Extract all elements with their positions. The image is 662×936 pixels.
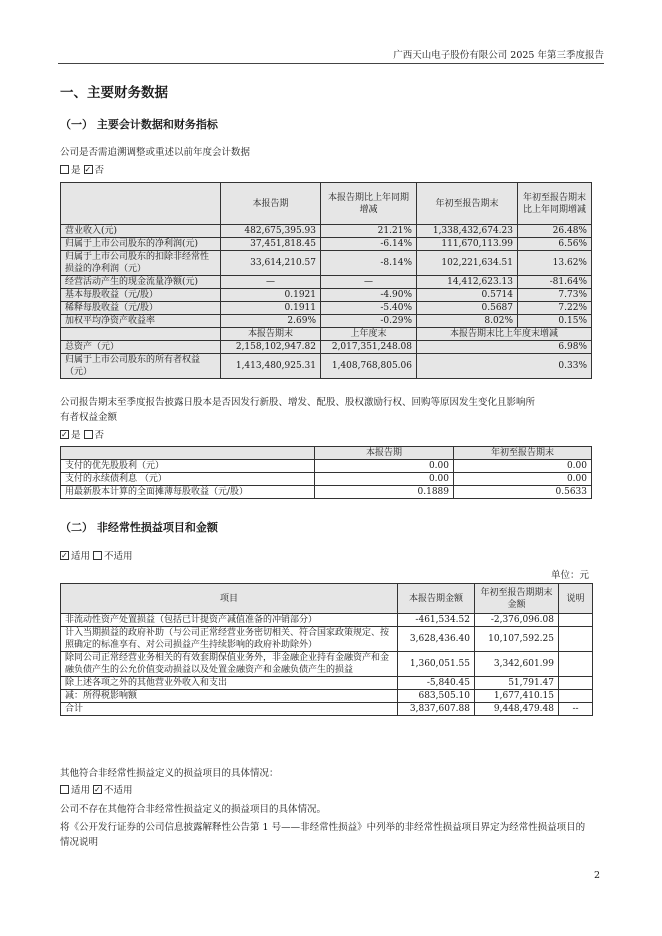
- row-label: 稀释每股收益（元/股）: [61, 302, 221, 315]
- table-header-cell: 本报告期末比上年度末增减: [417, 328, 592, 341]
- cell-value: —: [321, 276, 417, 289]
- row-label: 除上述各项之外的其他营业外收入和支出: [61, 677, 398, 690]
- cell-value: 1,677,410.15: [475, 690, 559, 703]
- table-row: [61, 473, 592, 486]
- table-header-cell: [61, 447, 315, 460]
- cell-value: 0.33%: [417, 354, 592, 379]
- cell-value: 0.1889: [315, 486, 454, 499]
- table-header-cell: 年初至报告期末: [417, 183, 518, 225]
- cell-value: -2,376,096.08: [475, 614, 559, 627]
- row-label: 基本每股收益（元/股）: [61, 289, 221, 302]
- cell-value: -461,534.52: [398, 614, 475, 627]
- row-label: 总资产（元）: [61, 341, 221, 354]
- table-header-cell: 本报告期末: [221, 328, 321, 341]
- applicable2-no-checkbox[interactable]: [93, 785, 102, 794]
- row-label: 营业收入(元): [61, 225, 221, 238]
- cell-value: 0.00: [315, 460, 454, 473]
- row-label: 计入当期损益的政府补助（与公司正常经营业务密切相关、符合国家政策规定、按照确定的标准享有、对公司损益产生持续影响的政府补助除外）: [61, 627, 398, 652]
- row-label: 归属于上市公司股东的所有者权益（元）: [61, 354, 221, 379]
- row-label: 减：所得税影响额: [61, 690, 398, 703]
- cell-value: -5.40%: [321, 302, 417, 315]
- cell-value: 2,158,102,947.82: [221, 341, 321, 354]
- cell-value: 0.15%: [518, 315, 592, 328]
- applicable2-yes-label: 适用: [71, 785, 91, 796]
- cell-value: 3,628,436.40: [398, 627, 475, 652]
- table-row: [61, 652, 593, 677]
- cell-value: 2.69%: [221, 315, 321, 328]
- cell-value: 1,408,768,805.06: [321, 354, 417, 379]
- applicable-no-label: 不适用: [104, 551, 133, 562]
- share-yes-checkbox[interactable]: [60, 430, 69, 439]
- non-recurring-items-table: [60, 583, 593, 716]
- table-header-cell: 说明: [559, 584, 593, 614]
- table-row: [61, 690, 593, 703]
- table-row: [61, 315, 592, 328]
- cell-value: 14,412,623.13: [417, 276, 518, 289]
- restate-yes-label: 是: [71, 165, 81, 176]
- cell-value: 7.73%: [518, 289, 592, 302]
- row-label: 加权平均净资产收益率: [61, 315, 221, 328]
- table-row: [61, 354, 592, 379]
- applicable-yes-checkbox[interactable]: [60, 551, 69, 560]
- cell-value: -8.14%: [321, 251, 417, 276]
- cell-value: 51,791.47: [475, 677, 559, 690]
- row-label: 经营活动产生的现金流量净额(元): [61, 276, 221, 289]
- table-row: [61, 627, 593, 652]
- restate-no-checkbox[interactable]: [84, 165, 93, 174]
- cell-note: [559, 627, 593, 652]
- row-label: 合计: [61, 703, 398, 716]
- cell-value: 3,342,601.99: [475, 652, 559, 677]
- row-label: 用最新股本计算的全面摊薄每股收益（元/股）: [61, 486, 315, 499]
- cell-value: -81.64%: [518, 276, 592, 289]
- cell-value: 8.02%: [417, 315, 518, 328]
- table-row: [61, 703, 593, 716]
- restate-question: 公司是否需追溯调整或重述以前年度会计数据: [60, 147, 251, 158]
- applicable2-yes-checkbox[interactable]: [60, 785, 69, 794]
- subsection-title-2: （二） 非经常性损益项目和金额: [60, 521, 218, 534]
- table-row: [61, 289, 592, 302]
- cell-value: 102,221,634.51: [417, 251, 518, 276]
- restate-yes-checkbox[interactable]: [60, 165, 69, 174]
- cell-value: 37,451,818.45: [221, 238, 321, 251]
- table-row: [61, 614, 593, 627]
- cell-value: 0.00: [315, 473, 454, 486]
- table-row: [61, 276, 592, 289]
- table-header-cell: 本报告期金额: [398, 584, 475, 614]
- table-subheader-row: [61, 328, 592, 341]
- other-items-text: 其他符合非经常性损益定义的损益项目的具体情况：: [60, 768, 279, 779]
- table-header-cell: 本报告期: [315, 447, 454, 460]
- share-yes-label: 是: [71, 430, 81, 441]
- cell-value: —: [221, 276, 321, 289]
- restate-no-label: 否: [94, 165, 105, 176]
- cell-note: [559, 690, 593, 703]
- applicable-options-2: [60, 783, 133, 798]
- table-row: [61, 225, 592, 238]
- table-row: [61, 460, 592, 473]
- row-label: 归属于上市公司股东的净利润(元): [61, 238, 221, 251]
- table-header-cell: 本报告期比上年同期增减: [321, 183, 417, 225]
- cell-value: 2,017,351,248.08: [321, 341, 417, 354]
- applicable-yes-label: 适用: [71, 551, 91, 562]
- subsection-title-1: （一） 主要会计数据和财务指标: [60, 118, 218, 131]
- header-divider: [58, 63, 604, 64]
- cell-note: [559, 677, 593, 690]
- cell-note: --: [559, 703, 593, 716]
- applicable-no-checkbox[interactable]: [93, 551, 102, 560]
- restate-options: [60, 163, 104, 178]
- share-no-label: 否: [94, 430, 105, 441]
- row-label: 归属于上市公司股东的扣除非经常性损益的净利润（元）: [61, 251, 221, 276]
- cell-value: 0.1911: [221, 302, 321, 315]
- cell-value: 111,670,113.99: [417, 238, 518, 251]
- table-header-cell: 上年度末: [321, 328, 417, 341]
- cell-value: 0.5714: [417, 289, 518, 302]
- table-row: [61, 486, 592, 499]
- cell-value: 0.5687: [417, 302, 518, 315]
- note-reclassification: 将《公开发行证券的公司信息披露解释性公告第 1 号——非经常性损益》中列举的非经常性损益项目界定为经常性损益项目的情况说明: [60, 822, 586, 848]
- cell-value: 0.00: [454, 460, 592, 473]
- cell-value: 9,448,479.48: [475, 703, 559, 716]
- applicable2-no-label: 不适用: [104, 785, 133, 796]
- cell-value: 1,338,432,674.23: [417, 225, 518, 238]
- cell-value: -6.14%: [321, 238, 417, 251]
- cell-value: 33,614,210.57: [221, 251, 321, 276]
- cell-value: 6.98%: [417, 341, 592, 354]
- row-label: 非流动性资产处置损益（包括已计提资产减值准备的冲销部分）: [61, 614, 398, 627]
- table-row: [61, 341, 592, 354]
- page-number: 2: [593, 870, 600, 881]
- cell-value: 21.21%: [321, 225, 417, 238]
- table-header-cell: 年初至报告期末: [454, 447, 592, 460]
- table-row: [61, 302, 592, 315]
- row-label: 除同公司正常经营业务相关的有效套期保值业务外，非金融企业持有金融资产和金融负债产生的公允价值变动损益以及处置金融资产和金融负债产生的损益: [61, 652, 398, 677]
- unit-label: 单位：元: [550, 570, 589, 581]
- table-header-cell: 项目: [61, 584, 398, 614]
- cell-value: 0.5633: [454, 486, 592, 499]
- cell-note: [559, 652, 593, 677]
- table-header-cell: [61, 328, 221, 341]
- cell-value: 13.62%: [518, 251, 592, 276]
- note-no-other-items: 公司不存在其他符合非经常性损益定义的损益项目的具体情况。: [60, 804, 327, 815]
- table-header-cell: 本报告期: [221, 183, 321, 225]
- share-no-checkbox[interactable]: [84, 430, 93, 439]
- cell-value: 6.56%: [518, 238, 592, 251]
- table-header-cell: 年初至报告期末比上年同期增减: [518, 183, 592, 225]
- table-header-cell: [61, 183, 221, 225]
- cell-value: 1,413,480,925.31: [221, 354, 321, 379]
- page-header: 广西天山电子股份有限公司 2025 年第三季度报告: [393, 50, 604, 61]
- row-label: 支付的永续债利息 （元）: [61, 473, 315, 486]
- row-label: 支付的优先股股利（元）: [61, 460, 315, 473]
- table-header-cell: 年初至报告期期末金额: [475, 584, 559, 614]
- diluted-eps-table: [60, 446, 592, 499]
- table-row: [61, 238, 592, 251]
- table-row: [61, 251, 592, 276]
- cell-value: 0.1921: [221, 289, 321, 302]
- cell-value: -5,840.45: [398, 677, 475, 690]
- cell-value: 7.22%: [518, 302, 592, 315]
- table-row: [61, 677, 593, 690]
- cell-note: [559, 614, 593, 627]
- cell-value: 26.48%: [518, 225, 592, 238]
- cell-value: 683,505.10: [398, 690, 475, 703]
- key-financial-data-table: [60, 182, 592, 379]
- cell-value: 3,837,607.88: [398, 703, 475, 716]
- cell-value: 1,360,051.55: [398, 652, 475, 677]
- section-title: 一、主要财务数据: [60, 85, 168, 101]
- cell-value: -4.90%: [321, 289, 417, 302]
- share-change-options: [60, 428, 104, 443]
- cell-value: -0.29%: [321, 315, 417, 328]
- applicable-options-1: [60, 549, 133, 564]
- cell-value: 10,107,592.25: [475, 627, 559, 652]
- cell-value: 482,675,395.93: [221, 225, 321, 238]
- share-change-question: 公司报告期末至季度报告披露日股本是否因发行新股、增发、配股、股权激励行权、回购等原因发生变化且影响所有者权益金额: [60, 397, 536, 423]
- cell-value: 0.00: [454, 473, 592, 486]
